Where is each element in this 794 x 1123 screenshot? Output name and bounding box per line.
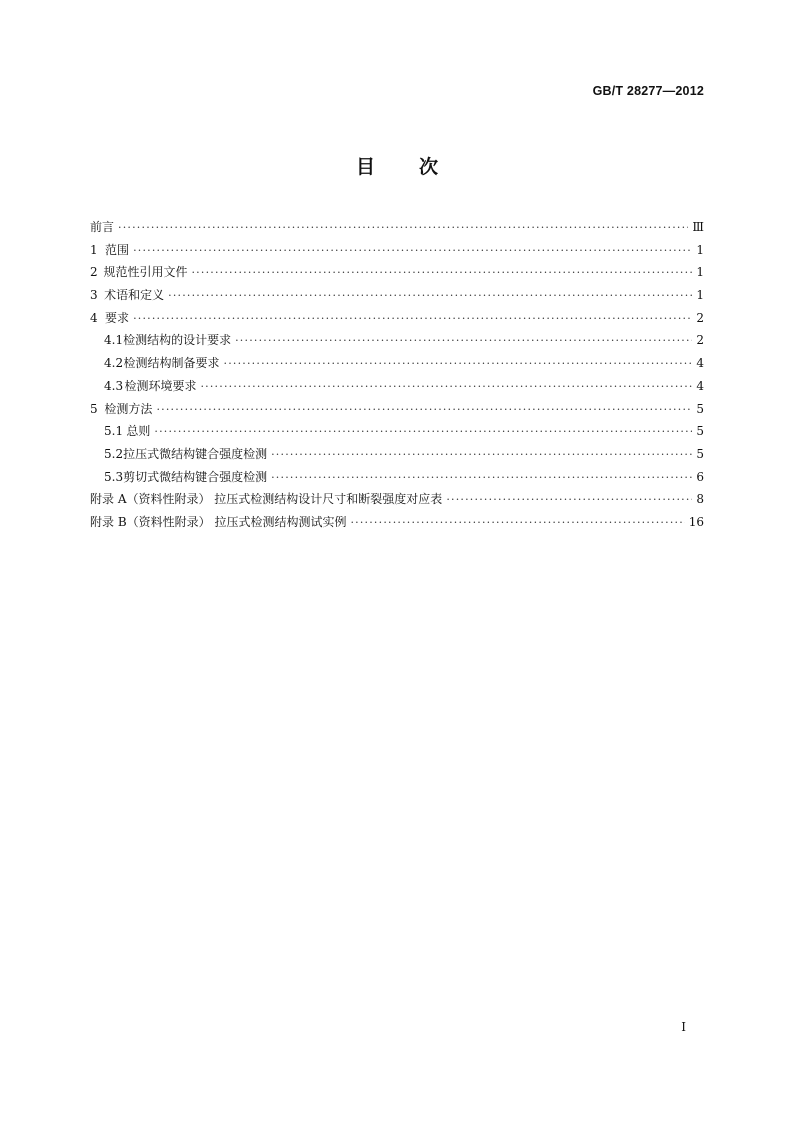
standard-code: GB/T 28277—2012 xyxy=(592,84,704,98)
leader-dots xyxy=(224,353,693,376)
toc-entry-2[interactable] xyxy=(90,261,704,284)
toc-number: 2 xyxy=(90,265,98,280)
toc-label: 总则 xyxy=(126,424,151,439)
toc-entry-4[interactable] xyxy=(90,307,704,330)
toc-entry-3[interactable] xyxy=(90,284,704,307)
toc-number: 5 xyxy=(90,401,98,416)
leader-dots xyxy=(350,512,684,535)
leader-dots xyxy=(200,376,692,399)
leader-dots xyxy=(168,285,692,308)
toc-label: 剪切式微结构键合强度检测 xyxy=(123,469,268,484)
toc-entry-5-2[interactable] xyxy=(90,443,704,466)
toc-label: 附录 B（资料性附录） 拉压式检测结构测试实例 xyxy=(90,514,347,529)
toc-entry-foreword[interactable] xyxy=(90,216,704,239)
toc-number: 4.3 xyxy=(104,378,124,393)
toc-page: 16 xyxy=(688,514,704,529)
leader-dots xyxy=(271,467,692,490)
toc-label: 检测环境要求 xyxy=(124,378,197,393)
leader-dots xyxy=(156,399,692,422)
toc-label: 拉压式微结构键合强度检测 xyxy=(123,446,268,461)
toc-label: 检测结构制备要求 xyxy=(123,356,220,371)
toc-entry-4-2[interactable] xyxy=(90,352,704,375)
toc-entry-5-3[interactable] xyxy=(90,466,704,489)
leader-dots xyxy=(118,217,688,240)
toc-page: 4 xyxy=(696,378,704,393)
toc-page: 2 xyxy=(696,310,704,325)
toc-entry-1[interactable] xyxy=(90,239,704,262)
toc-label: 范围 xyxy=(105,242,130,257)
toc-label: 附录 A（资料性附录） 拉压式检测结构设计尺寸和断裂强度对应表 xyxy=(90,492,443,507)
toc-page: 1 xyxy=(696,242,704,257)
toc-entry-5[interactable] xyxy=(90,398,704,421)
toc-page: 5 xyxy=(696,401,704,416)
toc-label: 检测方法 xyxy=(104,401,153,416)
toc-page: Ⅲ xyxy=(692,220,704,234)
toc-label: 前言 xyxy=(90,220,115,234)
toc-entry-appendix-b[interactable] xyxy=(90,511,704,534)
table-of-contents xyxy=(90,216,704,534)
leader-dots xyxy=(191,262,692,285)
toc-number: 4.1 xyxy=(104,333,124,348)
toc-number: 5.2 xyxy=(104,446,124,461)
toc-page: 4 xyxy=(696,356,704,371)
toc-entry-5-1[interactable] xyxy=(90,420,704,443)
leader-dots xyxy=(154,421,692,444)
toc-page: 5 xyxy=(696,446,704,461)
leader-dots xyxy=(271,444,692,467)
toc-page: 6 xyxy=(696,469,704,484)
toc-page: 1 xyxy=(696,265,704,280)
page-title xyxy=(0,152,794,179)
toc-label: 要求 xyxy=(105,310,130,325)
toc-page: 1 xyxy=(696,288,704,303)
toc-number: 3 xyxy=(90,288,98,303)
toc-number: 1 xyxy=(90,242,98,257)
toc-page: 2 xyxy=(696,333,704,348)
toc-number: 4.2 xyxy=(104,356,124,371)
toc-label: 规范性引用文件 xyxy=(103,265,188,280)
toc-entry-4-1[interactable] xyxy=(90,329,704,352)
leader-dots xyxy=(133,308,692,331)
page-number: Ⅰ xyxy=(681,1020,686,1034)
leader-dots xyxy=(133,240,692,263)
toc-entry-4-3[interactable] xyxy=(90,375,704,398)
title-part-2: 次 xyxy=(419,156,439,178)
toc-page: 8 xyxy=(696,492,704,507)
toc-number: 4 xyxy=(90,310,98,325)
toc-number: 5.3 xyxy=(104,469,124,484)
leader-dots xyxy=(446,489,692,512)
title-part-1: 目 xyxy=(355,156,375,178)
toc-entry-appendix-a[interactable] xyxy=(90,488,704,511)
toc-page: 5 xyxy=(696,424,704,439)
toc-label: 术语和定义 xyxy=(104,288,165,303)
leader-dots xyxy=(235,330,692,353)
toc-number: 5.1 xyxy=(104,424,124,439)
toc-label: 检测结构的设计要求 xyxy=(123,333,232,348)
